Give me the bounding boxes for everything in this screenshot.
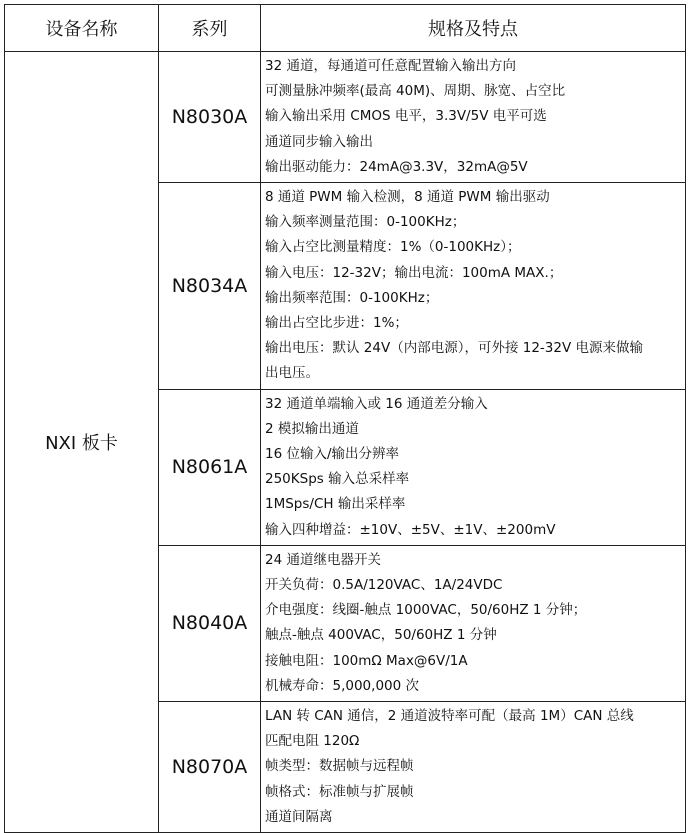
- table-row: [5, 52, 686, 183]
- feature-line: 开关负荷：0.5A/120VAC、1A/24VDC: [265, 577, 503, 594]
- feature-line: 24 通道继电器开关: [265, 551, 381, 568]
- header-specs: 规格及特点: [261, 5, 686, 52]
- feature-line: 输出电压：默认 24V（内部电源），可外接 12-32V 电源来做输: [265, 340, 643, 357]
- header-row: [5, 5, 686, 52]
- feature-line: 接触电阻：100mΩ Max@6V/1A: [265, 652, 468, 669]
- feature-line: 250KSps 输入总采样率: [265, 471, 410, 488]
- series-cell: N8061A: [159, 389, 261, 545]
- feature-line: 2 模拟输出通道: [265, 420, 359, 437]
- series-cell: N8040A: [159, 545, 261, 701]
- feature-line: 触点-触点 400VAC，50/60HZ 1 分钟: [265, 627, 497, 644]
- feature-line: 输入频率测量范围：0-100KHz；: [265, 214, 466, 231]
- header-series: 系列: [159, 5, 261, 52]
- series-cell: N8030A: [159, 52, 261, 183]
- feature-line: 输出占空比步进：1%；: [265, 315, 408, 332]
- feature-line: 输出驱动能力：24mA@3.3V，32mA@5V: [265, 158, 528, 175]
- device-category-cell: NXI 板卡: [5, 52, 159, 833]
- feature-line: 输入电压：12-32V；输出电流：100mA MAX.；: [265, 264, 563, 281]
- features-cell: [261, 389, 686, 545]
- feature-line: 帧格式：标准帧与扩展帧: [265, 783, 414, 800]
- series-cell: N8070A: [159, 702, 261, 833]
- header-device-name: 设备名称: [5, 5, 159, 52]
- feature-line: 出电压。: [265, 365, 319, 382]
- series-cell: N8034A: [159, 183, 261, 390]
- features-cell: [261, 545, 686, 701]
- table-body: [5, 52, 686, 833]
- features-cell: [261, 183, 686, 390]
- feature-line: 可测量脉冲频率(最高 40M)、周期、脉宽、占空比: [265, 83, 566, 100]
- feature-line: 通道同步输入输出: [265, 133, 373, 150]
- feature-line: 输入四种增益：±10V、±5V、±1V、±200mV: [265, 521, 556, 538]
- spec-table: [4, 4, 686, 833]
- feature-line: 16 位输入/输出分辨率: [265, 446, 400, 463]
- feature-line: 机械寿命：5,000,000 次: [265, 677, 419, 694]
- feature-line: 1MSps/CH 输出采样率: [265, 496, 406, 513]
- feature-line: 通道间隔离: [265, 808, 333, 825]
- feature-line: 输出频率范围：0-100KHz；: [265, 289, 439, 306]
- feature-line: 输入输出采用 CMOS 电平，3.3V/5V 电平可选: [265, 108, 547, 125]
- feature-line: 32 通道，每通道可任意配置输入输出方向: [265, 58, 516, 74]
- feature-line: 介电强度：线圈-触点 1000VAC，50/60HZ 1 分钟；: [265, 602, 587, 619]
- feature-line: 8 通道 PWM 输入检测，8 通道 PWM 输出驱动: [265, 189, 550, 206]
- feature-line: 32 通道单端输入或 16 通道差分输入: [265, 395, 488, 412]
- feature-line: 帧类型：数据帧与远程帧: [265, 758, 414, 775]
- feature-line: LAN 转 CAN 通信，2 通道波特率可配（最高 1M）CAN 总线: [265, 708, 634, 725]
- feature-line: 匹配电阻 120Ω: [265, 733, 360, 750]
- features-cell: [261, 52, 686, 183]
- feature-line: 输入占空比测量精度：1%（0-100KHz）；: [265, 239, 521, 256]
